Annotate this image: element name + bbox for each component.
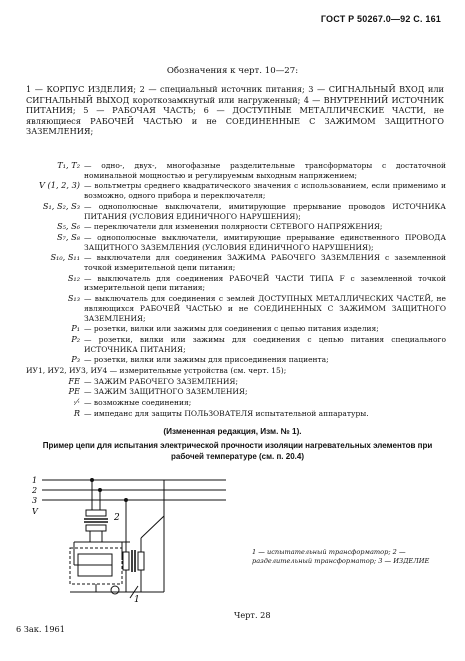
legend-description: — ЗАЖИМ ЗАЩИТНОГО ЗАЗЕМЛЕНИЯ; bbox=[84, 387, 248, 397]
line-label-v: V bbox=[32, 507, 38, 516]
legend-symbol: S₁₂ bbox=[67, 272, 80, 283]
intro-paragraph: 1 — КОРПУС ИЗДЕЛИЯ; 2 — специальный источник питания; 3 — СИГНАЛЬНЫЙ ВХОД или СИГНАЛЬНЫЙ ВЫХОД короткозамкнутый или нагруженный; 4 — ВНУТРЕННИЙ ИСТОЧНИК ПИТАНИЯ; 5 — РАБОЧАЯ ЧАСТЬ; 6 — ДОСТУПНЫЕ МЕТАЛЛИЧЕСКИЕ ЧАСТИ, не являющиеся РАБОЧЕЙ ЧАСТЬЮ и не СОЕДИНЕННЫЕ С ЗАЖИМОМ ЗАЩИТНОГО ЗАЗЕМЛЕНИЯ; bbox=[26, 84, 444, 137]
legend-description: — выключатели для соединения ЗАЖИМА РАБОЧЕГО ЗАЗЕМЛЕНИЯ с заземленной точкой измерительной цепи питания; bbox=[84, 253, 446, 273]
legend-row bbox=[26, 355, 446, 365]
legend-symbol: S₁, S₂, S₃ bbox=[42, 200, 80, 211]
legend-description: — одно-, двух-, многофазные разделительные трансформаторы с достаточной номинальной мощностью и регулируемым выходным напряжением; bbox=[84, 161, 446, 180]
legend-symbol: S₅, S₆ bbox=[57, 221, 80, 232]
legend-row bbox=[26, 335, 446, 354]
circuit-title: Пример цепи для испытания электрической прочности изоляции нагревательных элементов при рабочей температуре (см. п. 20.4) bbox=[42, 441, 433, 461]
legend-symbol: S₁₀, S₁₁ bbox=[50, 252, 80, 263]
isolating-transformer-secondary bbox=[86, 525, 106, 531]
legend-row bbox=[26, 233, 446, 252]
legend-symbol: T₁, T₂ bbox=[57, 160, 80, 170]
legend-symbol: S₇, S₈ bbox=[57, 231, 80, 242]
legend-symbol: R bbox=[73, 407, 80, 418]
legend-description: — ЗАЖИМ РАБОЧЕГО ЗАЗЕМЛЕНИЯ; bbox=[84, 376, 239, 386]
page-footer: 6 Зак. 1961 bbox=[16, 624, 65, 634]
legend-row bbox=[26, 294, 446, 323]
circuit-diagram bbox=[30, 468, 230, 608]
legend-description: — однополюсные выключатели, имитирующие прерывание проводов ИСТОЧНИКА ПИТАНИЯ (УСЛОВИЯ ЕДИНИЧНОГО НАРУШЕНИЯ); bbox=[84, 201, 446, 221]
legend-row bbox=[26, 181, 446, 200]
isolating-transformer-primary bbox=[86, 510, 106, 516]
line-label-1: 1 bbox=[32, 476, 38, 485]
component-label-1: 1 bbox=[134, 595, 140, 605]
legend-description: — однополюсные выключатели, имитирующие прерывание единственного ПРОВОДА ЗАЩИТНОГО ЗАЗЕМЛЕНИЯ (УСЛОВИЯ ЕДИНИЧНОГО НАРУШЕНИЯ); bbox=[84, 232, 446, 252]
line-label-2: 2 bbox=[32, 486, 38, 495]
legend-symbol: ·⁄· bbox=[73, 397, 80, 408]
figure-caption: 1 — испытательный трансформатор; 2 — разделительный трансформатор; 3 — ИЗДЕЛИЕ bbox=[252, 548, 430, 565]
legend-description: — переключатели для изменения полярности СЕТЕВОГО НАПРЯЖЕНИЯ; bbox=[84, 222, 383, 232]
legend-row bbox=[26, 409, 446, 419]
component-label-2: 2 bbox=[114, 513, 120, 523]
legend-row bbox=[26, 161, 446, 180]
legend-symbol: V (1, 2, 3) bbox=[39, 180, 80, 191]
legend-row bbox=[26, 274, 446, 293]
legend-row bbox=[26, 387, 446, 397]
legend-row bbox=[26, 377, 446, 387]
legend-row bbox=[26, 202, 446, 221]
legend-row bbox=[26, 222, 446, 232]
line-label-3: 3 bbox=[32, 496, 38, 505]
test-transformer-secondary bbox=[138, 552, 144, 570]
legend-row bbox=[26, 324, 446, 334]
legend-description: — возможные соединения; bbox=[84, 398, 192, 408]
legend-row bbox=[26, 253, 446, 272]
legend-row bbox=[26, 398, 446, 408]
legend-description: — вольтметры среднего квадратического значения с использованием, если применимо и возможно, одного прибора и переключателя; bbox=[84, 181, 446, 201]
legend-description: — розетки, вилки или зажимы для соединения с цепью питания изделия; bbox=[84, 324, 379, 334]
legend-description: — импеданс для защиты ПОЛЬЗОВАТЕЛЯ испытательной аппаратуры. bbox=[84, 408, 369, 418]
legend-symbol: PE bbox=[68, 386, 80, 397]
legend-symbol: P₂ bbox=[71, 333, 80, 344]
legend-symbol: FE bbox=[68, 375, 80, 386]
legend-description: ИУ1, ИУ2, ИУ3, ИУ4 — измерительные устройства (см. черт. 15); bbox=[26, 366, 287, 376]
figure-label: Черт. 28 bbox=[234, 610, 271, 620]
legend-symbol: P₁ bbox=[71, 323, 80, 334]
legend-row bbox=[26, 366, 446, 376]
legend-description: — выключатель для соединения с землей ДОСТУПНЫХ МЕТАЛЛИЧЕСКИХ ЧАСТЕЙ, не являющихся РАБОЧЕЙ ЧАСТЬЮ и не СОЕДИНЕННЫХ С ЗАЖИМОМ ЗАЩИТНОГО ЗАЗЕМЛЕНИЯ; bbox=[84, 294, 446, 323]
legend-symbol: S₁₃ bbox=[67, 293, 80, 304]
edit-note: (Измененная редакция, Изм. № 1). bbox=[163, 427, 302, 436]
page-header: ГОСТ Р 50267.0—92 С. 161 bbox=[320, 14, 441, 24]
legend-description: — розетки, вилки или зажимы для присоединения пациента; bbox=[84, 355, 329, 365]
legend-description: — выключатель для соединения РАБОЧЕЙ ЧАСТИ ТИПА F с заземленной точкой измерительной цепи питания; bbox=[84, 273, 446, 293]
symbol-legend bbox=[26, 161, 446, 420]
legend-symbol: P₃ bbox=[71, 354, 80, 365]
legend-subtitle: Обозначения к черт. 10—27: bbox=[166, 66, 299, 76]
test-transformer-primary bbox=[123, 552, 129, 570]
voltmeter-icon bbox=[111, 586, 119, 594]
legend-description: — розетки, вилки или зажимы для соединения с цепью питания специального ИСТОЧНИКА ПИТАНИЯ; bbox=[84, 334, 446, 354]
